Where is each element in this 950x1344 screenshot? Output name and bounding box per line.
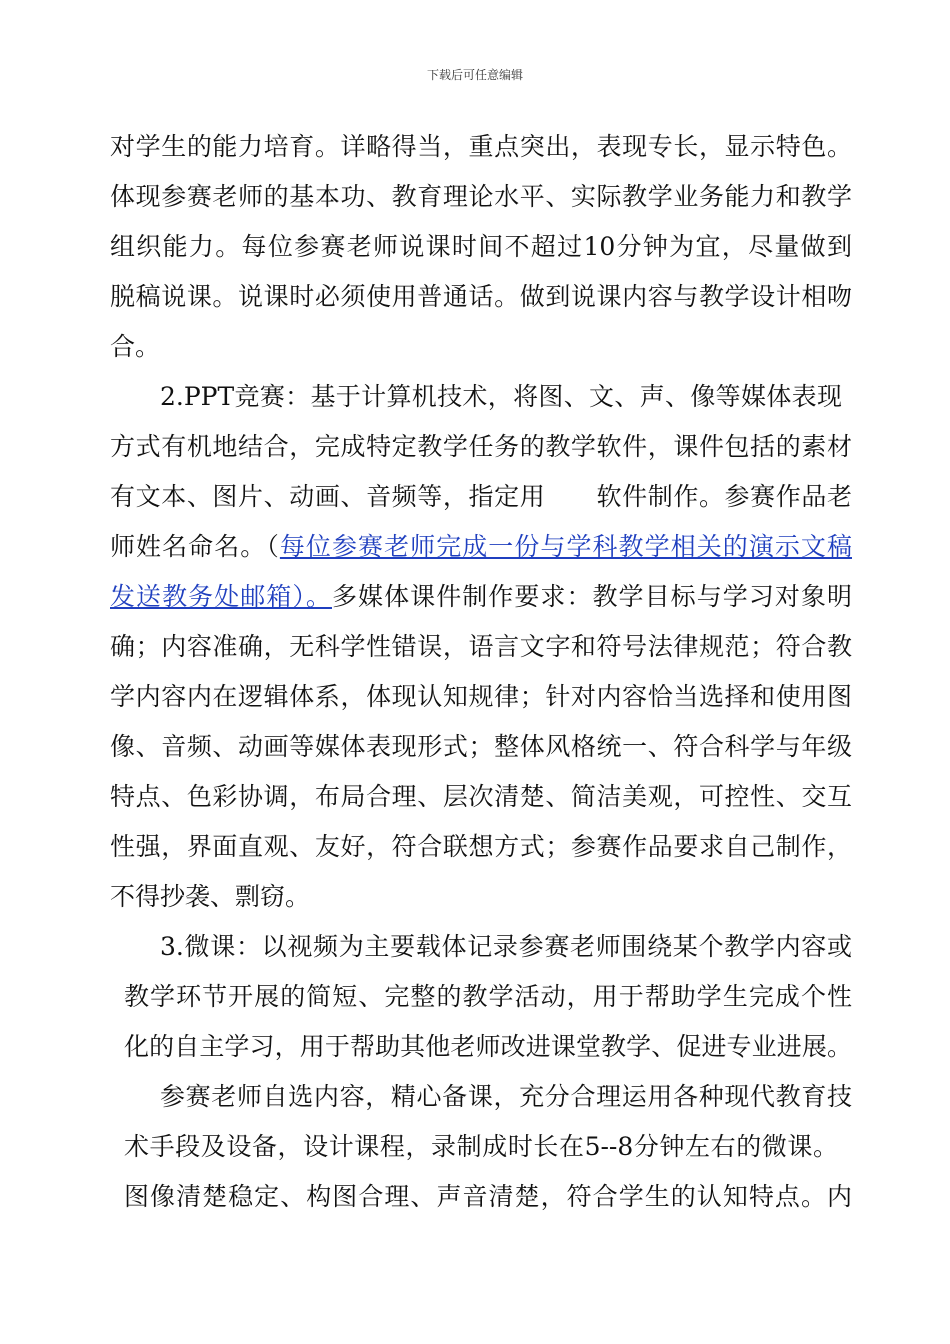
text-segment: 多媒体课件制作要求：教学目标与学习对象明 [331,582,852,611]
paragraph-microlesson-start: 3.微课：以视频为主要载体记录参赛老师围绕某个教学内容或 [160,932,852,961]
text-line: 性强，界面直观、友好，符合联想方式；参赛作品要求自己制作， [110,832,852,861]
text-line: 方式有机地结合，完成特定教学任务的教学软件，课件包括的素材 [110,432,852,461]
text-line: 合。 [110,332,161,361]
email-link-part2[interactable]: 发送教务处邮箱）。 [110,582,332,611]
text-line: 教学环节开展的简短、完整的教学活动，用于帮助学生完成个性 [124,982,852,1011]
text-line: 对学生的能力培育。详略得当，重点突出，表现专长，显示特色。 [110,132,852,161]
text-line: 有文本、图片、动画、音频等，指定用 软件制作。参赛作品老 [110,482,852,511]
text-line: 脱稿说课。说课时必须使用普通话。做到说课内容与教学设计相吻 [110,282,852,311]
text-line: 体现参赛老师的基本功、教育理论水平、实际教学业务能力和教学 [110,182,852,211]
text-line: 术手段及设备，设计课程，录制成时长在5--8分钟左右的微课。 [124,1132,838,1161]
page-header: 下载后可任意编辑 [426,68,523,82]
text-line: 像、音频、动画等媒体表现形式；整体风格统一、符合科学与年级 [110,732,852,761]
text-line-with-link [110,532,852,562]
text-line-with-link [110,582,852,612]
text-segment: 师姓名命名。（ [110,532,280,561]
text-line: 图像清楚稳定、构图合理、声音清楚，符合学生的认知特点。内 [124,1182,852,1211]
text-line: 化的自主学习，用于帮助其他老师改进课堂教学、促进专业进展。 [124,1032,852,1061]
paragraph-selection-start: 参赛老师自选内容，精心备课，充分合理运用各种现代教育技 [160,1082,852,1111]
text-line: 确；内容准确，无科学性错误，语言文字和符号法律规范；符合教 [110,632,852,661]
text-line: 学内容内在逻辑体系，体现认知规律；针对内容恰当选择和使用图 [110,682,852,711]
text-line: 特点、色彩协调，布局合理、层次清楚、简洁美观，可控性、交互 [110,782,852,811]
text-line: 不得抄袭、剽窃。 [110,882,311,911]
text-line: 组织能力。每位参赛老师说课时间不超过10分钟为宜，尽量做到 [110,232,852,261]
email-link-part1[interactable]: 每位参赛老师完成一份与学科教学相关的演示文稿 [279,532,852,561]
paragraph-ppt-start: 2.PPT竞赛：基于计算机技术，将图、文、声、像等媒体表现 [160,382,842,411]
